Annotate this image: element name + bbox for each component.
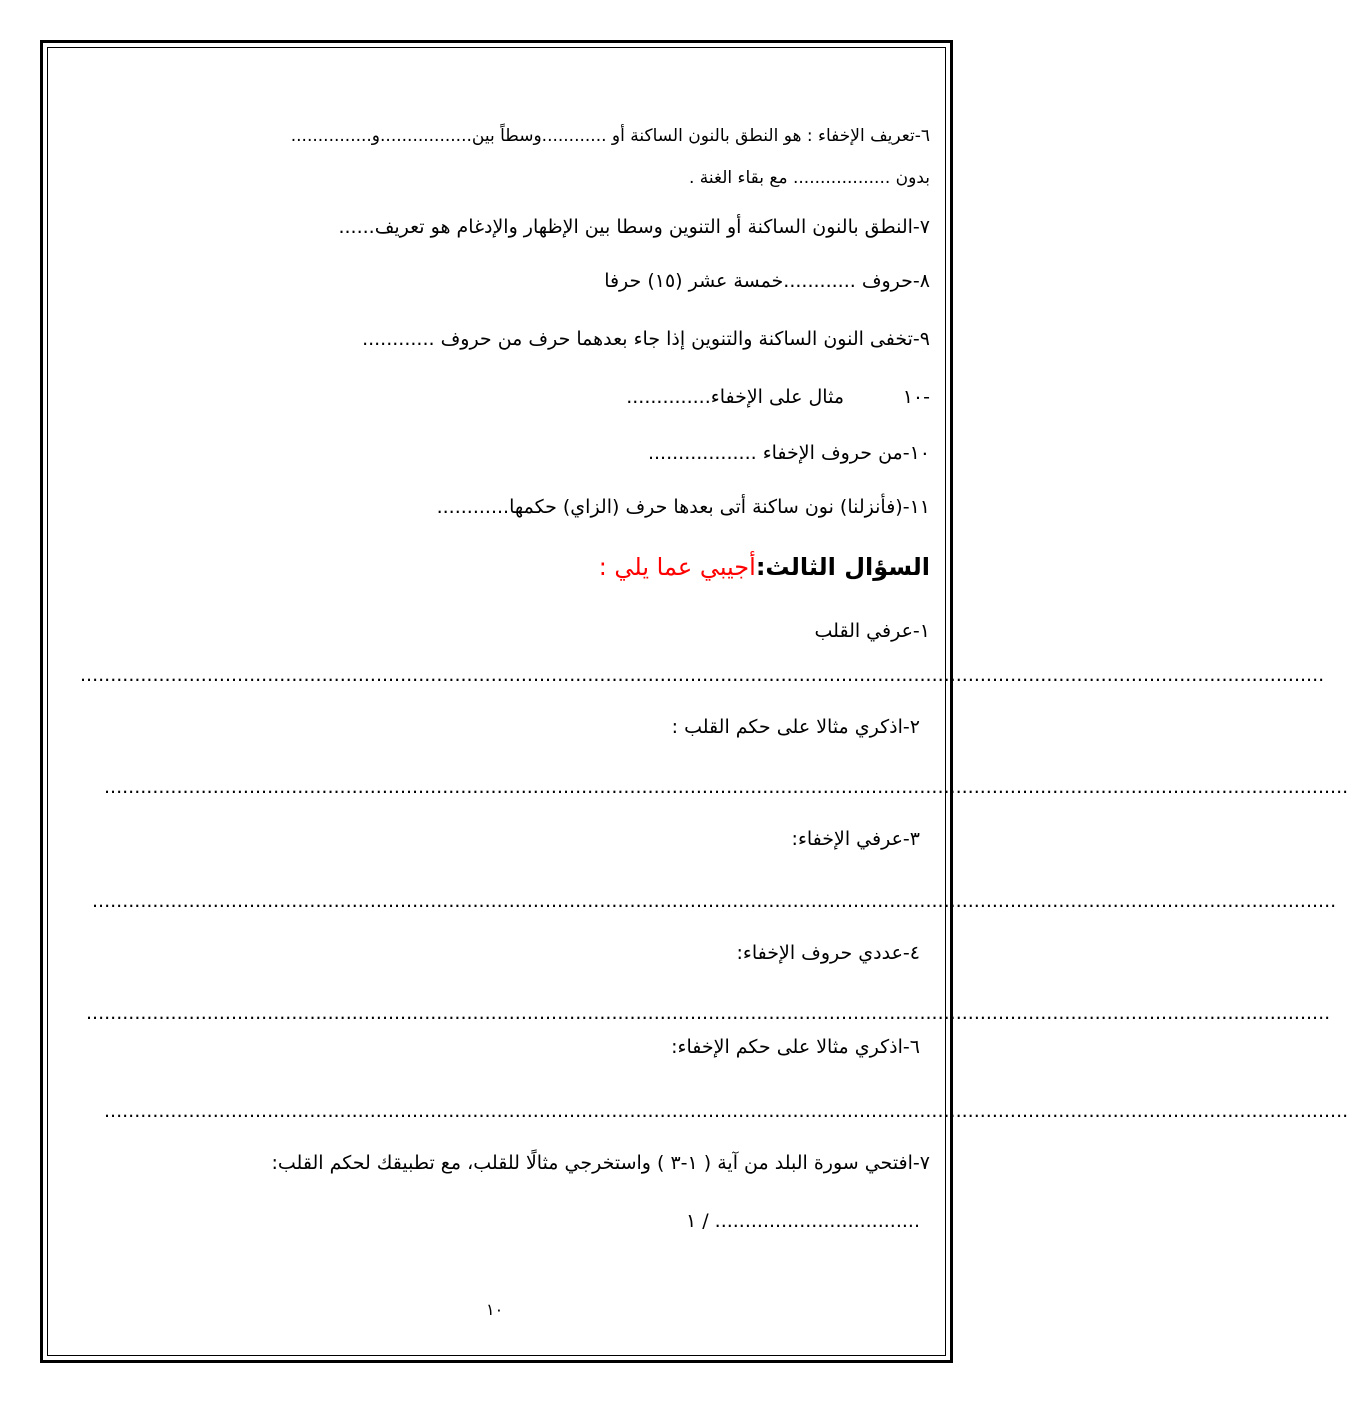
- section-3-title: السؤال الثالث:: [755, 553, 930, 581]
- answer-1[interactable]: ١ / ..................................: [685, 1210, 920, 1232]
- question-8: ٨-حروف ............خمسة عشر (١٥) حرفا: [604, 270, 930, 292]
- question-surah-balad: ٧-افتحي سورة البلد من آية ( ١-٣ ) واستخرجي مثالًا للقلب، مع تطبيقك لحكم القلب:: [271, 1152, 930, 1174]
- question-6-line-1: ٦-تعريف الإخفاء : هو النطق بالنون الساكنة أو ............وسطاً بين.................و...............: [290, 126, 930, 146]
- question-qalb-example: ٢-اذكري مثالا على حكم القلب :: [671, 716, 920, 738]
- section-3-subtitle: أجيبي عما يلي :: [598, 553, 756, 581]
- question-11: ١١-(فأنزلنا) نون ساكنة أتى بعدها حرف (الزاي) حكمها............: [436, 496, 930, 518]
- question-define-qalb: ١-عرفي القلب: [814, 620, 930, 642]
- page-number: ١٠: [486, 1300, 504, 1319]
- answer-line[interactable]: ..............................................................................................................................................................................................................: [104, 1100, 1348, 1122]
- answer-line[interactable]: ..............................................................................................................................................................................................................: [92, 890, 1337, 912]
- answer-line[interactable]: ..............................................................................................................................................................................................................: [104, 776, 1348, 798]
- question-10a-number: ١٠-: [902, 386, 930, 408]
- question-count-ikhfa-letters: ٤-عددي حروف الإخفاء:: [736, 942, 920, 964]
- answer-line[interactable]: ..............................................................................................................................................................................................................: [80, 664, 1325, 686]
- section-3-heading: [599, 553, 930, 581]
- question-7: ٧-النطق بالنون الساكنة أو التنوين وسطا بين الإظهار والإدغام هو تعريف......: [338, 216, 930, 238]
- answer-line[interactable]: ..............................................................................................................................................................................................................: [86, 1002, 1331, 1024]
- question-ikhfa-example: ٦-اذكري مثالا على حكم الإخفاء:: [671, 1036, 920, 1058]
- question-define-ikhfa: ٣-عرفي الإخفاء:: [791, 828, 920, 850]
- question-10b: ١٠-من حروف الإخفاء ..................: [647, 442, 930, 464]
- question-10a-text: مثال على الإخفاء..............: [626, 386, 844, 408]
- question-6-line-2: بدون .................. مع بقاء الغنة .: [688, 168, 930, 188]
- question-9: ٩-تخفى النون الساكنة والتنوين إذا جاء بعدهما حرف من حروف ............: [362, 328, 930, 350]
